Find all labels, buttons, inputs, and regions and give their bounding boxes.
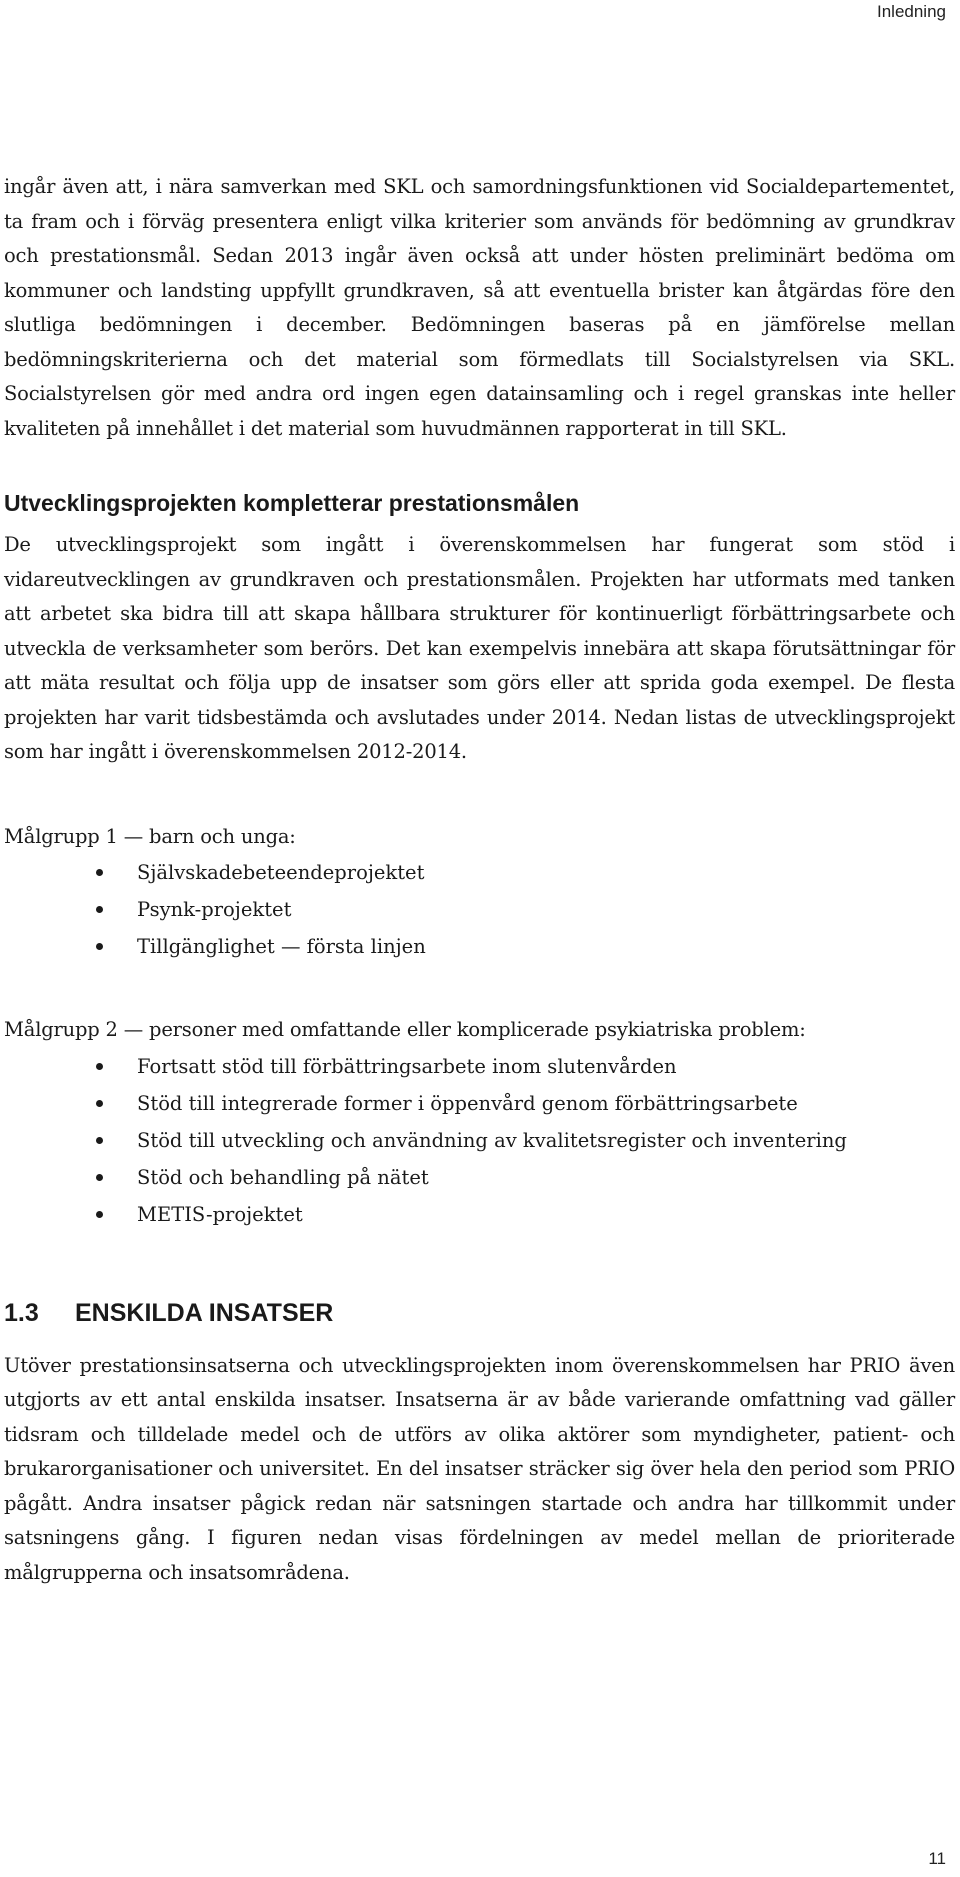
bullet-icon: [96, 1063, 103, 1070]
bullet-icon: [96, 869, 103, 876]
bullet-icon: [96, 1100, 103, 1107]
section-heading: [4, 1297, 955, 1329]
list-item-text: Stöd till utveckling och användning av kvalitetsregister och inventering: [137, 1128, 847, 1152]
page-body: [4, 170, 955, 1590]
list-item-text: Psynk-projektet: [137, 898, 292, 921]
section-number: 1.3: [4, 1298, 39, 1327]
subheading: Utvecklingsprojekten kompletterar prestationsmålen: [4, 490, 580, 516]
list-item: [4, 1048, 955, 1085]
page-number: 11: [928, 1849, 946, 1868]
group-2-label: Målgrupp 2 — personer med omfattande eller komplicerade psykiatriska problem:: [4, 1018, 806, 1041]
list-item-text: Stöd till integrerade former i öppenvård genom förbättringsarbete: [137, 1091, 798, 1115]
list-item: [4, 928, 955, 965]
list-item: [4, 1122, 955, 1159]
bullet-icon: [96, 1211, 103, 1218]
list-item-text: Fortsatt stöd till förbättringsarbete inom slutenvården: [137, 1054, 677, 1078]
list-item: [4, 854, 955, 891]
bullet-icon: [96, 1174, 103, 1181]
list-item: [4, 1159, 955, 1196]
intro-paragraph: ingår även att, i nära samverkan med SKL och samordningsfunktionen vid Socialdepartementet, ta fram och i förväg presentera enligt vilka kriterier som används för bedömning av grundkrav och prestationsmål. Sedan 2013 ingår även också att under hösten preliminärt bedöma om kommuner och landsting uppfyllt grundkraven, så att eventuella brister kan åtgärdas före den slutliga bedömningen i december. Bedömningen baseras på en jämförelse mellan bedömningskriterierna och det material som förmedlats till Socialstyrelsen via SKL. Socialstyrelsen gör med andra ord ingen egen datainsamling och i regel granskas inte heller kvaliteten på innehållet i det material som huvudmännen rapporterat in till SKL.: [4, 175, 955, 440]
list-item: [4, 1196, 955, 1233]
section-title: ENSKILDA INSATSER: [75, 1298, 334, 1327]
bullet-icon: [96, 1137, 103, 1144]
running-header: Inledning: [876, 2, 946, 21]
list-item: [4, 1085, 955, 1122]
list-item-text: Självskadebeteendeprojektet: [137, 861, 425, 884]
list-item-text: METIS-projektet: [137, 1202, 303, 1226]
bullet-icon: [96, 943, 103, 950]
list-item-text: Stöd och behandling på nätet: [137, 1165, 429, 1189]
dev-projects-paragraph: De utvecklingsprojekt som ingått i överenskommelsen har fungerat som stöd i vidareutvecklingen av grundkraven och prestationsmålen. Projekten har utformats med tanken att arbetet ska bidra till att skapa hållbara strukturer för kontinuerligt förbättringsarbete och utveckla de verksamheter som berörs. Det kan exempelvis innebära att skapa förutsättningar för att mäta resultat och följa upp de insatser som görs eller att sprida goda exempel. De flesta projekten har varit tidsbestämda och avslutades under 2014. Nedan listas de utvecklingsprojekt som har ingått i överenskommelsen 2012-2014.: [4, 533, 955, 763]
group-1-label: Målgrupp 1 — barn och unga:: [4, 824, 296, 848]
group-2-list: [4, 1048, 955, 1233]
bullet-icon: [96, 906, 103, 913]
list-item-text: Tillgänglighet — första linjen: [137, 935, 426, 958]
individual-paragraph: Utöver prestationsinsatserna och utvecklingsprojekten inom överenskommelsen har PRIO även utgjorts av ett antal enskilda insatser. Insatserna är av både varierande omfattning vad gäller tidsram och tilldelade medel och de utförs av olika aktörer som myndigheter, patient- och brukarorganisationer och universitet. En del insatser sträcker sig över hela den period som PRIO pågått. Andra insatser pågick redan när satsningen startade och andra har tillkommit under satsningens gång. I figuren nedan visas fördelningen av medel mellan de prioriterade målgrupperna och insatsområdena.: [4, 1353, 955, 1584]
list-item: [4, 891, 955, 928]
group-1-list: [4, 854, 955, 965]
